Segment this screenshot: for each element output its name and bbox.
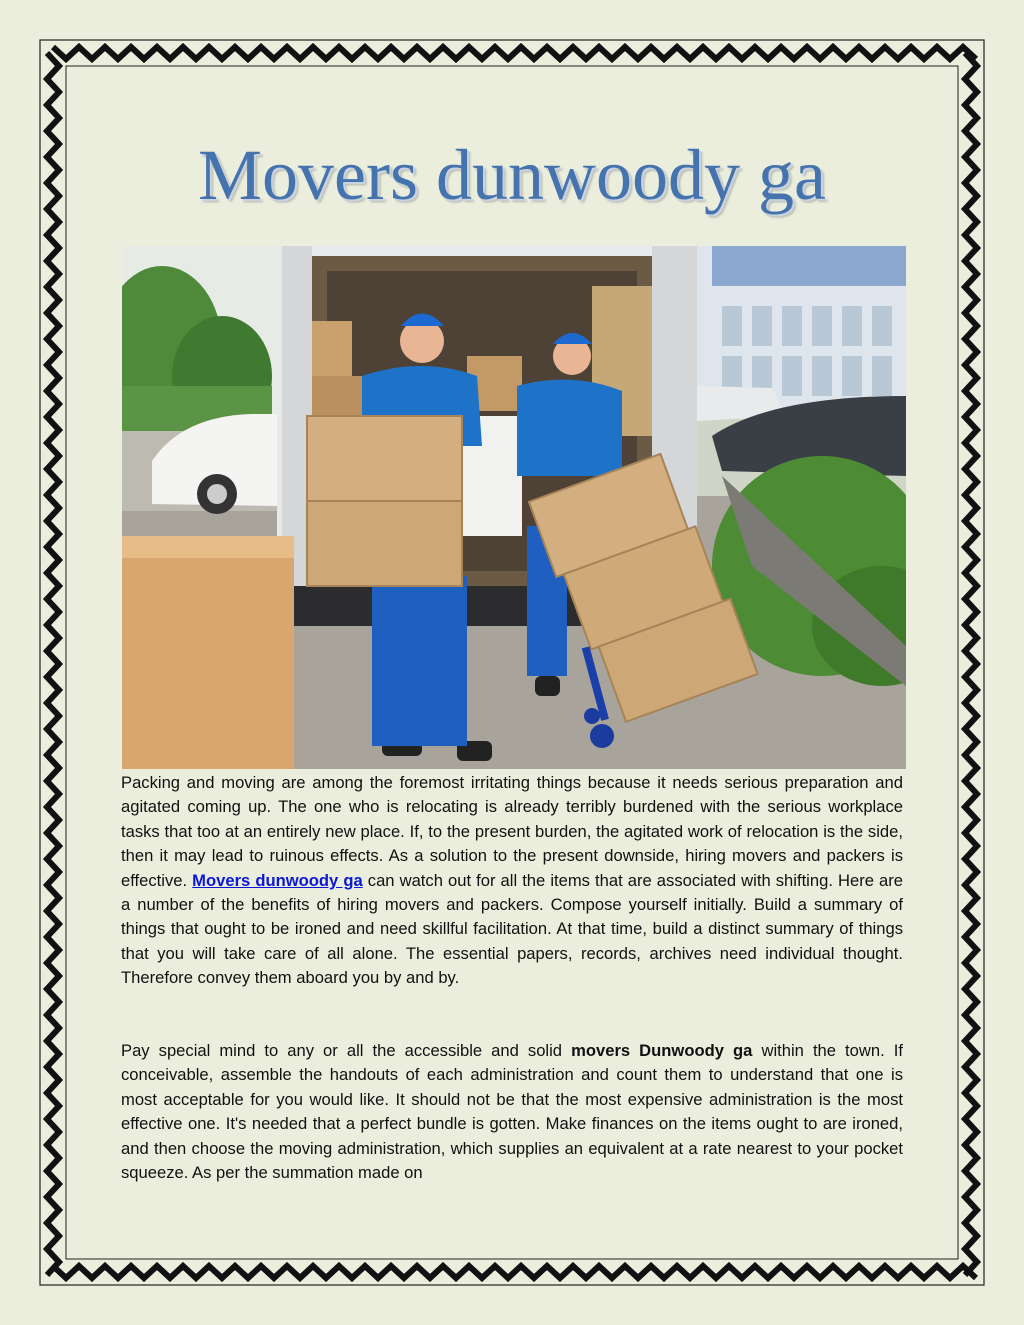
paragraph-1-text: Packing and moving are among the foremost irritating things because it needs serious preparation and agitated coming up. The one who is relocating is already terribly burdened with the serious workplace tasks that too at an entirely new place. If, to the present burden, the agitated work of relocation is the side, then it may lead to ruinous effects. As a solution to the present downside, hiring movers and packers is effective. — [121, 773, 903, 890]
body-paragraph-1 — [121, 771, 903, 991]
paragraph-2-text-continued: within the town. If conceivable, assemble the handouts of each administration and count them to understand that one is most acceptable for you would like. It should not be that the most expensive administration is the most effective one. It's needed that a perfect bundle is gotten. Make finances on the items ought to are ironed, and then choose the moving administration, which supplies an equivalent at a rate nearest to your pocket squeeze. As per the summation made on — [121, 1041, 903, 1183]
movers-photo — [122, 246, 906, 769]
paragraph-2-bold-keyword: movers Dunwoody ga — [571, 1041, 753, 1060]
page-title: Movers dunwoody ga — [198, 135, 826, 215]
body-paragraph-2 — [121, 1039, 903, 1185]
paragraph-1-text-continued: can watch out for all the items that are associated with shifting. Here are a number of the benefits of hiring movers and packers. Compose yourself initially. Build a summary of things that ought to be ironed and need skillful facilitation. At that time, build a distinct summary of things that you will take care of all alone. The essential papers, records, archives need individual thought. Therefore convey them aboard you by and by. — [121, 870, 903, 988]
paragraph-2-text: Pay special mind to any or all the accessible and solid — [121, 1041, 563, 1060]
movers-dunwoody-link[interactable]: Movers dunwoody ga — [192, 870, 363, 890]
